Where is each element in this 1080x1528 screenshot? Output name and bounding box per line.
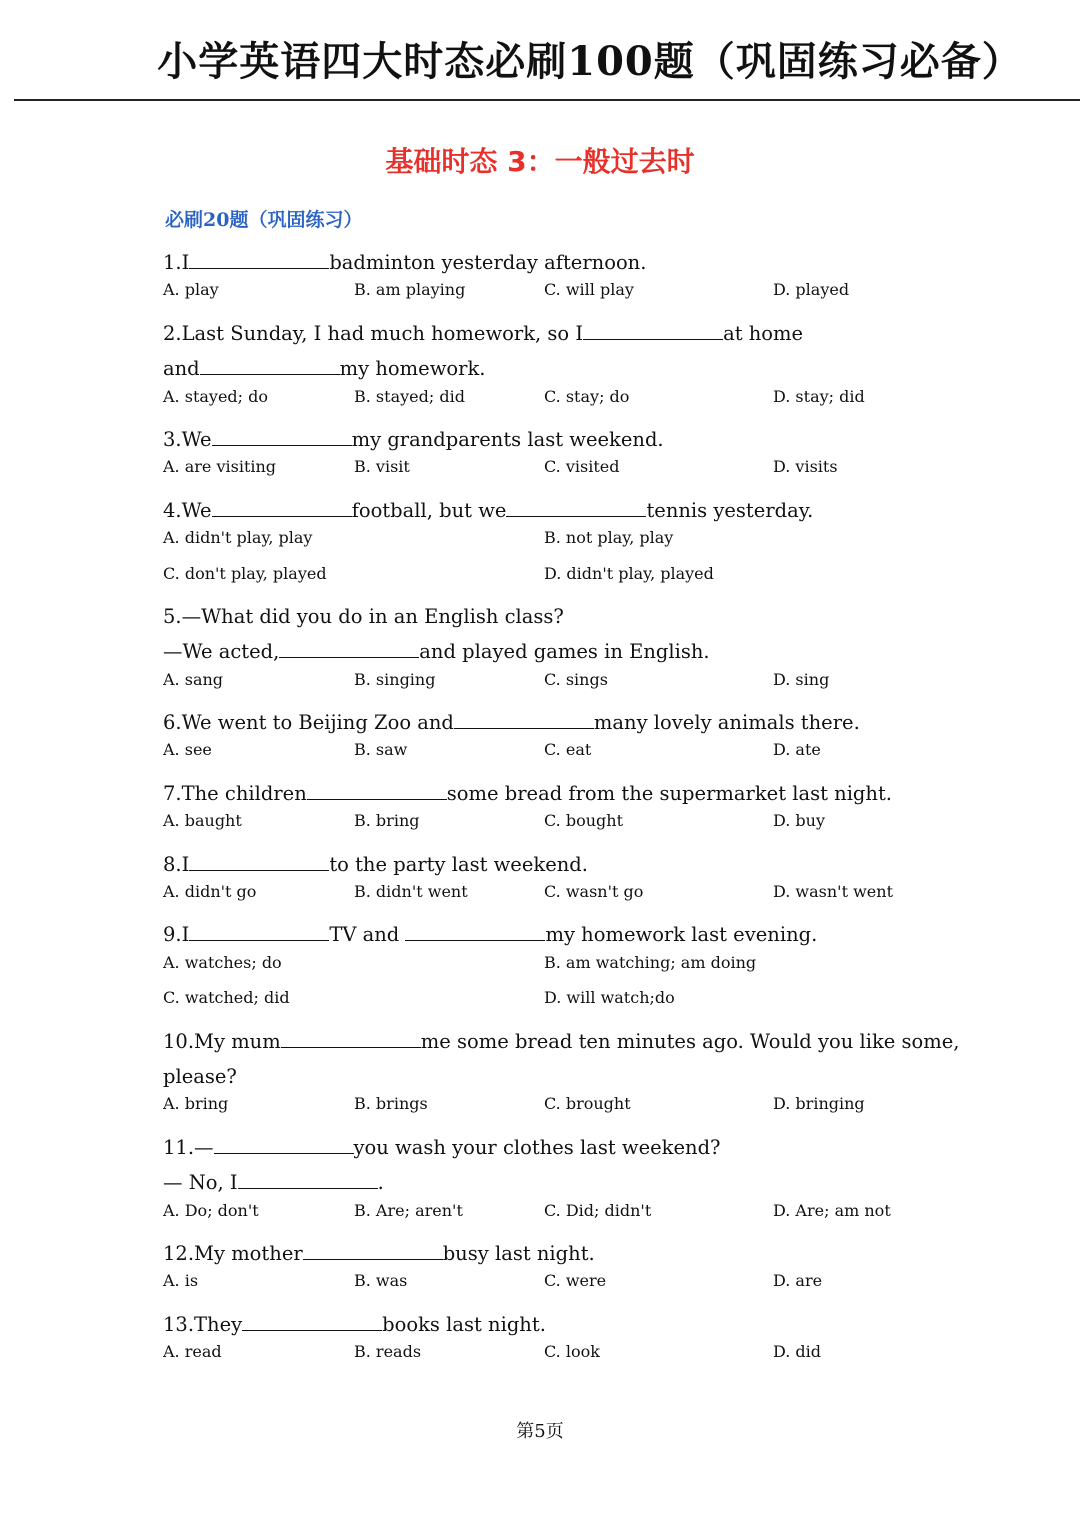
question-4 [163,493,963,528]
option-d[interactable]: D. bringing [773,1094,865,1114]
option-d[interactable]: D. are [773,1271,823,1291]
option-a[interactable]: A. Do; don't [163,1200,259,1220]
question-10 [163,1024,963,1059]
option-c[interactable]: C. look [544,1342,600,1362]
answer-blank[interactable] [281,1029,421,1048]
question-text: my grandparents last weekend. [351,427,664,451]
question-5-cont [163,634,963,669]
options-row [163,1201,963,1236]
option-d[interactable]: D. Are; am not [773,1200,891,1220]
option-a[interactable]: A. bring [163,1094,229,1114]
option-b[interactable]: B. was [354,1271,408,1291]
question-list [163,245,963,1378]
option-a[interactable]: A. see [163,740,212,760]
option-b[interactable]: B. brings [354,1094,428,1114]
option-d[interactable]: D. will watch;do [544,988,675,1008]
option-b[interactable]: B. saw [354,740,408,760]
question-2-cont [163,351,963,386]
options-row [163,882,963,917]
answer-blank[interactable] [307,781,447,800]
options-row [163,988,963,1023]
question-10-cont [163,1059,963,1094]
question-text: 3.We [163,427,212,451]
answer-blank[interactable] [212,427,352,446]
question-text: 2.Last Sunday, I had much homework, so I [163,321,584,345]
option-c[interactable]: C. eat [544,740,592,760]
option-b[interactable]: B. stayed; did [354,386,465,406]
section-subtitle: 必刷20题（巩固练习） [165,209,363,231]
question-11 [163,1130,963,1165]
question-text: 5.—What did you do in an English class? [163,604,564,628]
option-c[interactable]: C. visited [544,457,620,477]
answer-blank[interactable] [212,498,352,517]
option-c[interactable]: C. brought [544,1094,631,1114]
answer-blank[interactable] [200,356,340,375]
option-d[interactable]: D. didn't play, played [544,563,714,583]
option-a[interactable]: A. baught [163,811,242,831]
question-11-cont [163,1165,963,1200]
answer-blank[interactable] [303,1241,443,1260]
title-divider [14,99,1080,101]
option-a[interactable]: A. play [163,280,219,300]
options-row [163,1342,963,1377]
answer-blank[interactable] [583,321,723,340]
question-text: some bread from the supermarket last night. [446,781,893,805]
option-b[interactable]: B. visit [354,457,410,477]
answer-blank[interactable] [405,922,545,941]
question-text: me some bread ten minutes ago. Would you like some, [420,1029,960,1053]
option-a[interactable]: A. didn't play, play [163,528,313,548]
options-row [163,953,963,988]
question-text: 12.My mother [163,1241,303,1265]
document-title: 小学英语四大时态必刷100题（巩固练习必备） [157,38,1023,85]
option-c[interactable]: C. watched; did [163,988,290,1008]
option-c[interactable]: C. were [544,1271,607,1291]
option-b[interactable]: B. bring [354,811,420,831]
question-text: football, but we [351,498,507,522]
options-row [163,528,963,563]
option-c[interactable]: C. Did; didn't [544,1200,652,1220]
answer-blank[interactable] [238,1170,378,1189]
option-a[interactable]: A. read [163,1342,222,1362]
options-row [163,564,963,599]
option-c[interactable]: C. bought [544,811,623,831]
option-d[interactable]: D. visits [773,457,838,477]
option-c[interactable]: C. don't play, played [163,563,327,583]
question-text: and played games in English. [419,640,710,664]
options-row [163,387,963,422]
question-text: 13.They [163,1312,243,1336]
option-d[interactable]: D. played [773,280,850,300]
option-a[interactable]: A. didn't go [163,882,257,902]
option-d[interactable]: D. did [773,1342,822,1362]
question-1 [163,245,963,280]
page-number: 第5页 [516,1421,564,1442]
option-b[interactable]: B. singing [354,669,436,689]
option-b[interactable]: B. Are; aren't [354,1200,463,1220]
option-a[interactable]: A. watches; do [163,952,282,972]
question-text: 8.I [163,852,190,876]
question-text: 7.The children [163,781,307,805]
question-text: books last night. [382,1312,546,1336]
option-d[interactable]: D. ate [773,740,821,760]
question-5 [163,599,963,634]
question-12 [163,1236,963,1271]
question-text: 10.My mum [163,1029,281,1053]
question-text: 9.I [163,923,190,947]
question-text: my homework. [339,357,486,381]
options-row [163,280,963,315]
question-7 [163,776,963,811]
option-b[interactable]: B. am playing [354,280,466,300]
question-8 [163,847,963,882]
question-9 [163,917,963,952]
question-text: please? [163,1064,237,1088]
question-13 [163,1307,963,1342]
option-d[interactable]: D. stay; did [773,386,865,406]
option-c[interactable]: C. will play [544,280,634,300]
question-text: 1.I [163,251,190,274]
question-2 [163,316,963,351]
option-c[interactable]: C. stay; do [544,386,630,406]
option-b[interactable]: B. didn't went [354,882,468,902]
option-b[interactable]: B. not play, play [544,528,674,548]
option-d[interactable]: D. buy [773,811,826,831]
question-text: many lovely animals there. [593,711,860,735]
option-b[interactable]: B. am watching; am doing [544,952,757,972]
options-row [163,1094,963,1129]
option-d[interactable]: D. wasn't went [773,882,893,902]
question-3 [163,422,963,457]
question-text: badminton yesterday afternoon. [329,251,647,274]
question-text: to the party last weekend. [329,852,588,876]
option-a[interactable]: A. stayed; do [163,386,269,406]
question-6 [163,705,963,740]
answer-blank[interactable] [189,250,329,269]
question-text: 6.We went to Beijing Zoo and [163,711,454,735]
answer-blank[interactable] [279,639,419,658]
options-row [163,811,963,846]
answer-blank[interactable] [242,1312,382,1331]
question-text: . [377,1171,384,1195]
answer-blank[interactable] [189,922,329,941]
option-c[interactable]: C. sings [544,669,608,689]
answer-blank[interactable] [214,1135,354,1154]
option-a[interactable]: A. are visiting [163,457,277,477]
question-text: —We acted, [163,640,280,664]
option-b[interactable]: B. reads [354,1342,422,1362]
option-c[interactable]: C. wasn't go [544,882,644,902]
question-text: — No, I [163,1171,238,1195]
answer-blank[interactable] [454,710,594,729]
question-text: at home [723,321,804,345]
options-row [163,1271,963,1306]
question-text: 11.— [163,1135,214,1159]
question-text: 4.We [163,498,212,522]
options-row [163,457,963,492]
question-text: tennis yesterday. [646,498,814,522]
question-text: you wash your clothes last weekend? [353,1135,721,1159]
question-text: my homework last evening. [545,923,818,947]
section-title: 基础时态 3：一般过去时 [385,145,695,178]
options-row [163,670,963,705]
question-text: and [163,357,200,381]
question-text: busy last night. [442,1241,595,1265]
option-a[interactable]: A. sang [163,669,224,689]
option-d[interactable]: D. sing [773,669,830,689]
question-text: TV and [329,923,406,947]
answer-blank[interactable] [506,498,646,517]
option-a[interactable]: A. is [163,1271,199,1291]
answer-blank[interactable] [189,852,329,871]
options-row [163,740,963,775]
